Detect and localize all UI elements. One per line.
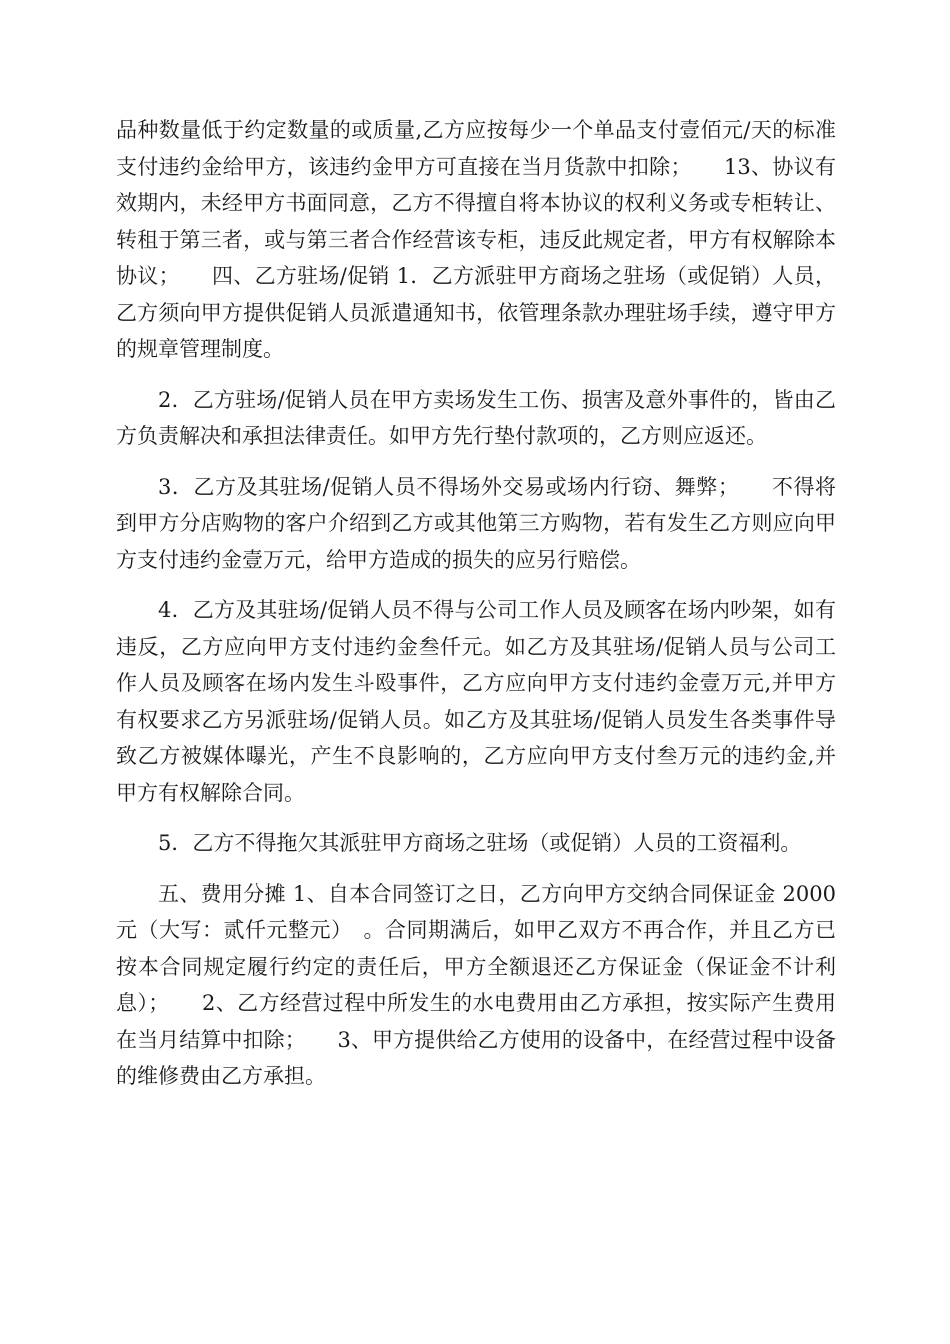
paragraph-wage-arrears: 5．乙方不得拖欠其派驻甲方商场之驻场（或促销）人员的工资福利。 <box>158 831 802 855</box>
paragraph-conduct-penalties: 4．乙方及其驻场/促销人员不得与公司工作人员及顾客在场内吵架，如有违反，乙方应向甲方支付违约金叁仟元。如乙方及其驻场/促销人员与公司工作人员及顾客在场内发生斗殴事件，乙方应向甲方支付违约金壹万元,并甲方有权要求乙方另派驻场/促销人员。如乙方及其驻场/促销人员发生各类事件导致乙方被媒体曝光，产生不良影响的，乙方应向甲方支付叁万元的违约金,并甲方有权解除合同。 <box>116 598 836 805</box>
paragraph-injury-liability: 2．乙方驻场/促销人员在甲方卖场发生工伤、损害及意外事件的，皆由乙方负责解决和承担法律责任。如甲方先行垫付款项的，乙方则应返还。 <box>116 387 836 448</box>
paragraph-penalty-and-transfer: 品种数量低于约定数量的或质量,乙方应按每少一个单品支付壹佰元/天的标准支付违约金给甲方，该违约金甲方可直接在当月货款中扣除； 13、协议有效期内，未经甲方书面同意，乙方不得擅自将本协议的权利义务或专柜转让、转租于第三者，或与第三者合作经营该专柜，违反此规定者，甲方有权解除本协议； 四、乙方驻场/促销 1．乙方派驻甲方商场之驻场（或促销）人员，乙方须向甲方提供促销人员派遣通知书，依管理条款办理驻场手续，遵守甲方的规章管理制度。 <box>116 118 836 361</box>
document-body <box>116 112 836 1109</box>
paragraph-off-site-trading: 3．乙方及其驻场/促销人员不得场外交易或场内行窃、舞弊； 不得将到甲方分店购物的客户介绍到乙方或其他第三方购物，若有发生乙方则应向甲方支付违约金壹万元，给甲方造成的损失的应另行赔偿。 <box>116 474 836 572</box>
paragraph-cost-sharing: 五、费用分摊 1、自本合同签订之日，乙方向甲方交纳合同保证金 2000 元（大写：贰仟元整元） 。合同期满后，如甲乙双方不再合作，并且乙方已按本合同规定履行约定的责任后，甲方全额退还乙方保证金（保证金不计利息）； 2、乙方经营过程中所发生的水电费用由乙方承担，按实际产生费用在当月结算中扣除； 3、甲方提供给乙方使用的设备中，在经营过程中设备的维修费由乙方承担。 <box>116 881 836 1088</box>
